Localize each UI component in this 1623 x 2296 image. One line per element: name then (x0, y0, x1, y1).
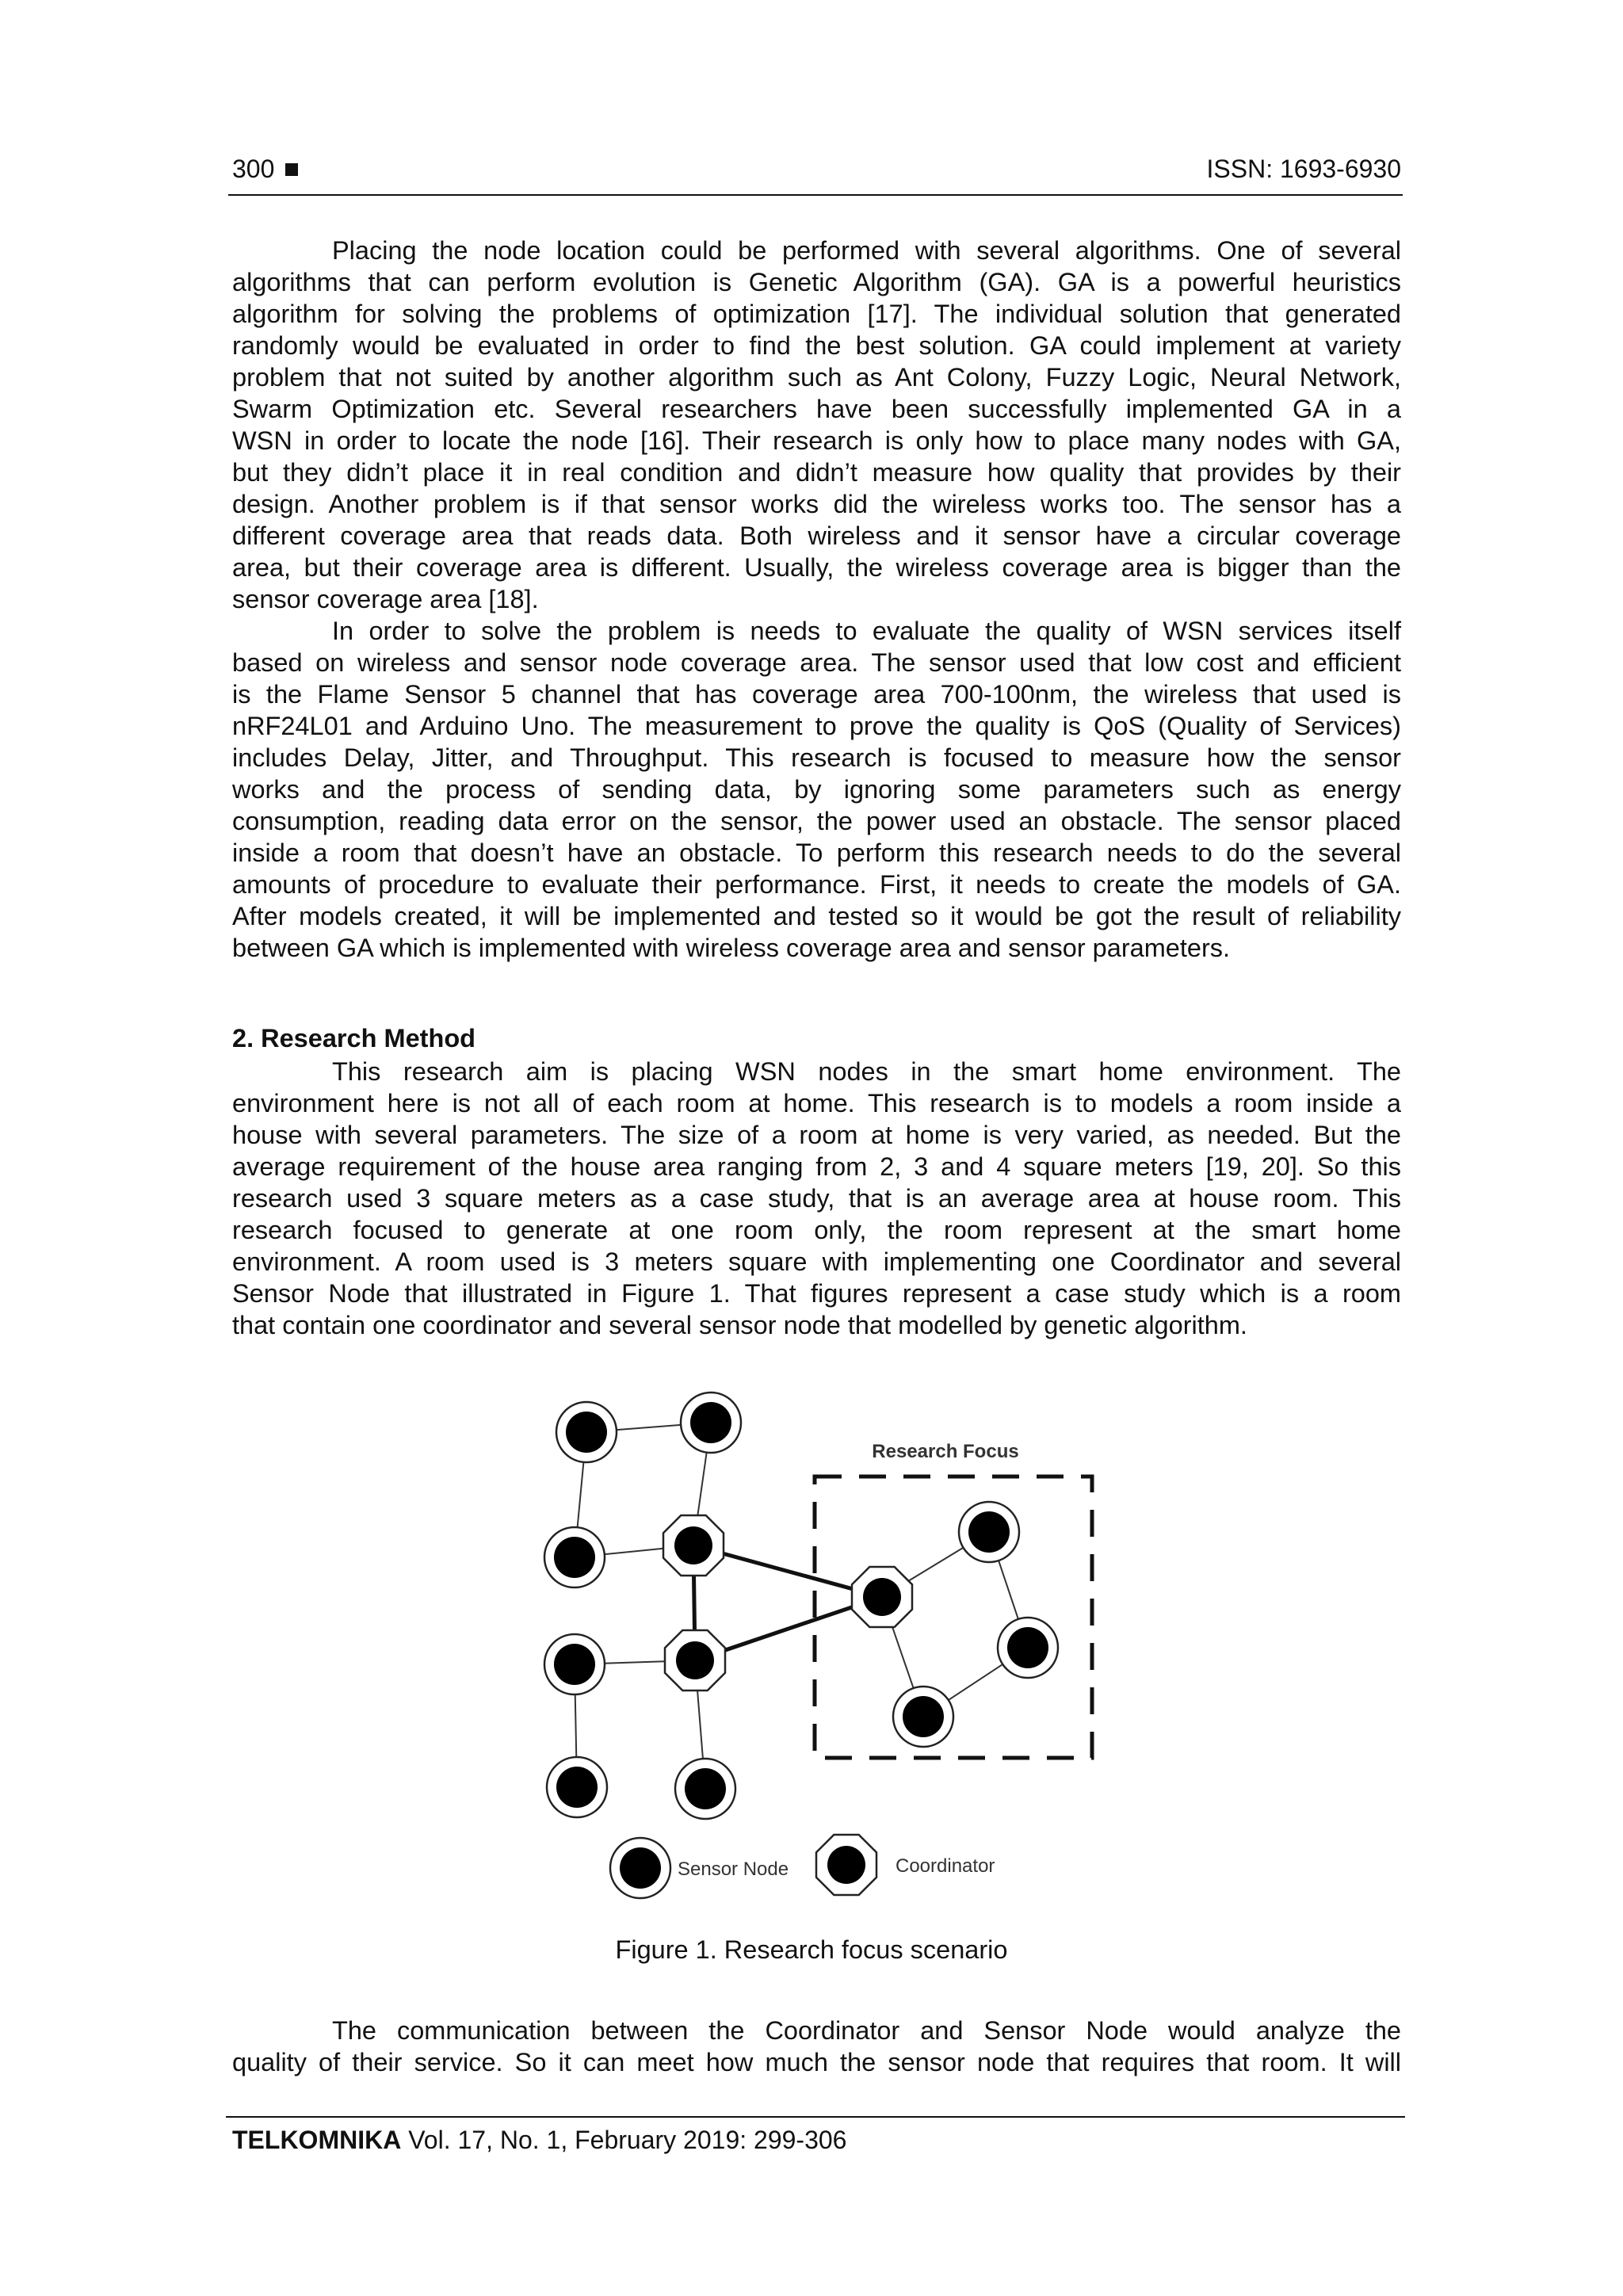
sensor-node (556, 1402, 617, 1462)
text-line: After models created, it will be implemented and tested so it would be got the result of reliability (232, 902, 1401, 930)
text-line: amounts of procedure to evaluate their performance. First, it needs to create the models of GA. (232, 870, 1401, 899)
research-focus-figure (507, 1383, 1125, 1906)
text-line: environment here is not all of each room at home. This research is to models a room inside a (232, 1089, 1401, 1117)
citation: Vol. 17, No. 1, February 2019: 299-306 (408, 2126, 847, 2154)
sensor-node (893, 1687, 953, 1747)
text-line: inside a room that doesn’t have an obstacle. To perform this research needs to do the several (232, 839, 1401, 867)
header-left (232, 155, 298, 184)
issn-label: ISSN: 1693-6930 (1206, 155, 1401, 183)
text-line: area, but their coverage area is different. Usually, the wireless coverage area is bigger than the (232, 553, 1401, 582)
header-rule (228, 194, 1403, 196)
text-line: includes Delay, Jitter, and Throughput. This research is focused to measure how the sensor (232, 743, 1401, 772)
text-line: consumption, reading data error on the sensor, the power used an obstacle. The sensor placed (232, 807, 1401, 835)
legend-sensor-node-icon (610, 1838, 670, 1898)
research-focus-label: Research Focus (872, 1441, 1019, 1462)
text-line: In order to solve the problem is needs to evaluate the quality of WSN services itself (332, 617, 1401, 645)
section2-paragraph-1 (232, 1056, 1401, 1341)
text-line: quality of their service. So it can meet how much the sensor node that requires that room. It will (232, 2048, 1401, 2076)
text-line: house with several parameters. The size of a room at home is very varied, as needed. But the (232, 1121, 1401, 1149)
legend-coordinator-icon (816, 1835, 876, 1895)
coordinator-node (665, 1630, 725, 1690)
text-line: sensor coverage area [18]. (232, 585, 539, 613)
running-footer (232, 2126, 846, 2155)
intro-paragraph-2 (232, 615, 1401, 964)
sensor-node (681, 1392, 741, 1453)
coordinator-node (852, 1567, 912, 1627)
text-line: research used 3 square meters as a case study, that is an average area at house room. This (232, 1184, 1401, 1213)
text-line: based on wireless and sensor node coverage area. The sensor used that low cost and efficient (232, 648, 1401, 677)
sensor-node (544, 1634, 605, 1694)
running-header (232, 155, 1401, 184)
text-line: Swarm Optimization etc. Several researchers have been successfully implemented GA in a (232, 395, 1401, 423)
sensor-node (547, 1757, 607, 1817)
journal-name: TELKOMNIKA (232, 2126, 402, 2154)
text-line: Sensor Node that illustrated in Figure 1. That figures represent a case study which is a room (232, 1279, 1401, 1308)
text-line: design. Another problem is if that sensor works did the wireless works too. The sensor has a (232, 490, 1401, 518)
coordinator-node (663, 1515, 724, 1576)
intro-paragraph-1 (232, 235, 1401, 615)
sensor-node (675, 1759, 735, 1819)
text-line: algorithms that can perform evolution is Genetic Algorithm (GA). GA is a powerful heuristics (232, 268, 1401, 296)
text-line: Placing the node location could be performed with several algorithms. One of several (332, 236, 1401, 265)
text-line: average requirement of the house area ranging from 2, 3 and 4 square meters [19, 20]. So this (232, 1152, 1401, 1181)
text-line: works and the process of sending data, by ignoring some parameters such as energy (232, 775, 1401, 804)
sensor-node (998, 1618, 1058, 1678)
closing-paragraph (232, 2015, 1401, 2078)
text-line: environment. A room used is 3 meters square with implementing one Coordinator and several (232, 1247, 1401, 1276)
text-line: that contain one coordinator and several sensor node that modelled by genetic algorithm. (232, 1311, 1247, 1339)
square-bullet-icon (285, 163, 298, 176)
legend-sensor-node-label: Sensor Node (678, 1859, 789, 1880)
legend-coordinator-label: Coordinator (896, 1855, 995, 1877)
figure-caption: Figure 1. Research focus scenario (615, 1935, 1008, 1964)
text-line: This research aim is placing WSN nodes in the smart home environment. The (332, 1057, 1401, 1086)
text-line: different coverage area that reads data. Both wireless and it sensor have a circular coverage (232, 521, 1401, 550)
text-line: but they didn’t place it in real condition and didn’t measure how quality that provides by their (232, 458, 1401, 487)
section-title: 2. Research Method (232, 1024, 476, 1052)
text-line: WSN in order to locate the node [16]. Their research is only how to place many nodes with GA, (232, 426, 1401, 455)
sensor-node (544, 1527, 605, 1587)
page-number: 300 (232, 155, 275, 183)
text-line: between GA which is implemented with wireless coverage area and sensor parameters. (232, 934, 1231, 962)
text-line: algorithm for solving the problems of optimization [17]. The individual solution that generated (232, 300, 1401, 328)
sensor-node (959, 1502, 1019, 1562)
text-line: research focused to generate at one room only, the room represent at the smart home (232, 1216, 1401, 1244)
footer-rule (226, 2116, 1405, 2118)
text-line: is the Flame Sensor 5 channel that has coverage area 700-100nm, the wireless that used is (232, 680, 1401, 709)
text-line: The communication between the Coordinator and Sensor Node would analyze the (332, 2016, 1401, 2045)
text-line: problem that not suited by another algorithm such as Ant Colony, Fuzzy Logic, Neural Network, (232, 363, 1401, 392)
text-line: randomly would be evaluated in order to find the best solution. GA could implement at variety (232, 331, 1401, 360)
text-line: nRF24L01 and Arduino Uno. The measurement to prove the quality is QoS (Quality of Services) (232, 712, 1401, 740)
